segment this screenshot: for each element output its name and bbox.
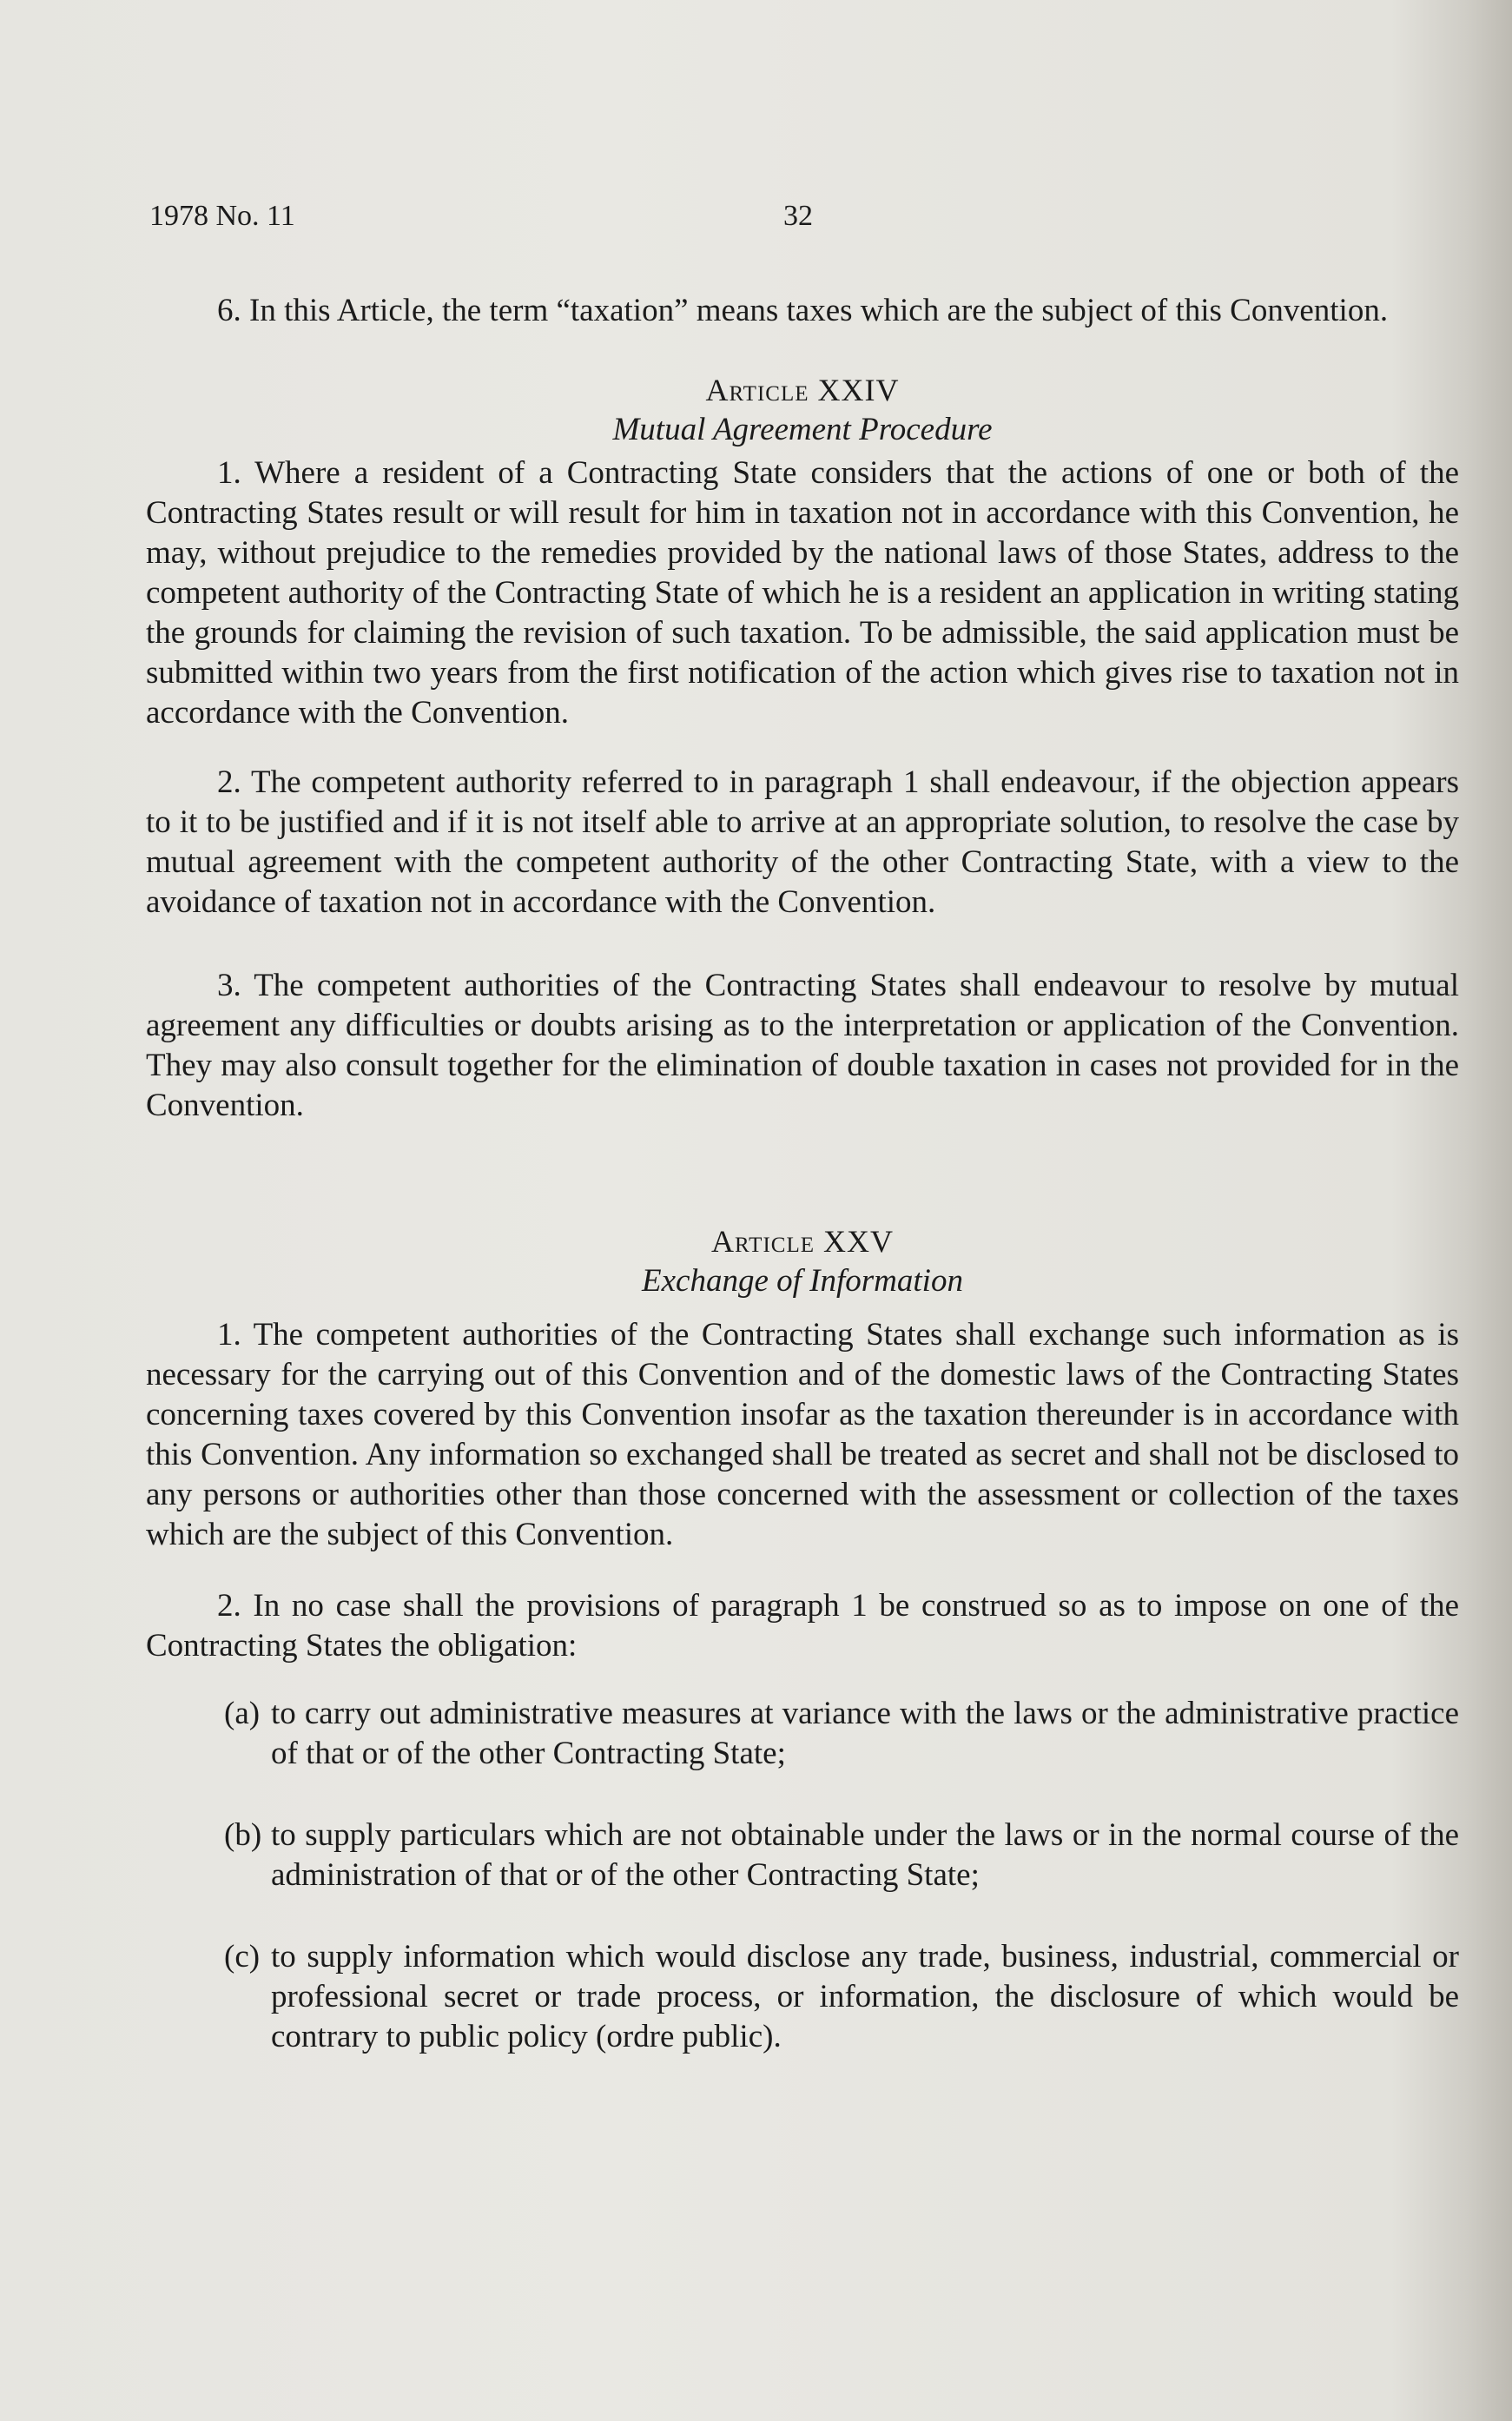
paragraph-art25-2: 2. In no case shall the provisions of paragraph 1 be construed so as to impose on one of the Contracting States the obligation:	[146, 1588, 1459, 1664]
list-item-label: (a)	[224, 1696, 261, 1731]
list-item-text: to supply particulars which are not obtainable under the laws or in the normal course of the administration of that or of the other Contracting State;	[271, 1817, 1459, 1893]
gazette-reference: 1978 No. 11	[149, 200, 295, 232]
list-item-text: to supply information which would disclose any trade, business, industrial, commercial or professional secret or trade process, or information, the disclosure of which would be contrary to public policy (ordre public).	[271, 1939, 1459, 2054]
list-item-b	[224, 1816, 1459, 1895]
page-number: 32	[783, 200, 813, 232]
list-item-text: to carry out administrative measures at variance with the laws or the administrative practice of that or of the other Contracting State;	[271, 1696, 1459, 1771]
paragraph-art24-6: 6. In this Article, the term “taxation” means taxes which are the subject of this Convention.	[217, 293, 1389, 328]
list-item-c	[224, 1937, 1459, 2057]
list-item-label: (c)	[224, 1939, 261, 1975]
article-xxv-heading: Article XXV	[711, 1224, 894, 1259]
paragraph-art24-2: 2. The competent authority referred to in paragraph 1 shall endeavour, if the objection appears to it to be justified and if it is not itself able to arrive at an appropriate solution, to resolve the case by mutual agreement with the competent authority of the other Contracting State, with a view to the avoidance of taxation not in accordance with the Convention.	[146, 764, 1459, 920]
article-xxiv-subheading: Mutual Agreement Procedure	[612, 412, 993, 447]
list-item-a	[224, 1694, 1459, 1774]
article-xxiv-heading: Article XXIV	[705, 373, 900, 407]
document-body	[146, 291, 1459, 2057]
article-xxv-subheading: Exchange of Information	[642, 1263, 963, 1299]
paragraph-art24-1: 1. Where a resident of a Contracting State considers that the actions of one or both of the Contracting States result or will result for him in taxation not in accordance with this Convention, he may, without prejudice to the remedies provided by the national laws of those States, address to the competent authority of the Contracting State of which he is a resident an application in writing stating the grounds for claiming the revision of such taxation. To be admissible, the said application must be submitted within two years from the first notification of the action which gives rise to taxation not in accordance with the Convention.	[146, 455, 1459, 731]
paragraph-art24-3: 3. The competent authorities of the Contracting States shall endeavour to resolve by mutual agreement any difficulties or doubts arising as to the interpretation or application of the Convention. They may also consult together for the elimination of double taxation in cases not provided for in the Convention.	[146, 968, 1459, 1123]
list-item-label: (b)	[224, 1817, 262, 1853]
paragraph-art25-1: 1. The competent authorities of the Contracting States shall exchange such information as is necessary for the carrying out of this Convention and of the domestic laws of the Contracting States concerning taxes covered by this Convention insofar as the taxation thereunder is in accordance with this Convention. Any information so exchanged shall be treated as secret and shall not be disclosed to any persons or authorities other than those concerned with the assessment or collection of the taxes which are the subject of this Convention.	[146, 1317, 1459, 1552]
